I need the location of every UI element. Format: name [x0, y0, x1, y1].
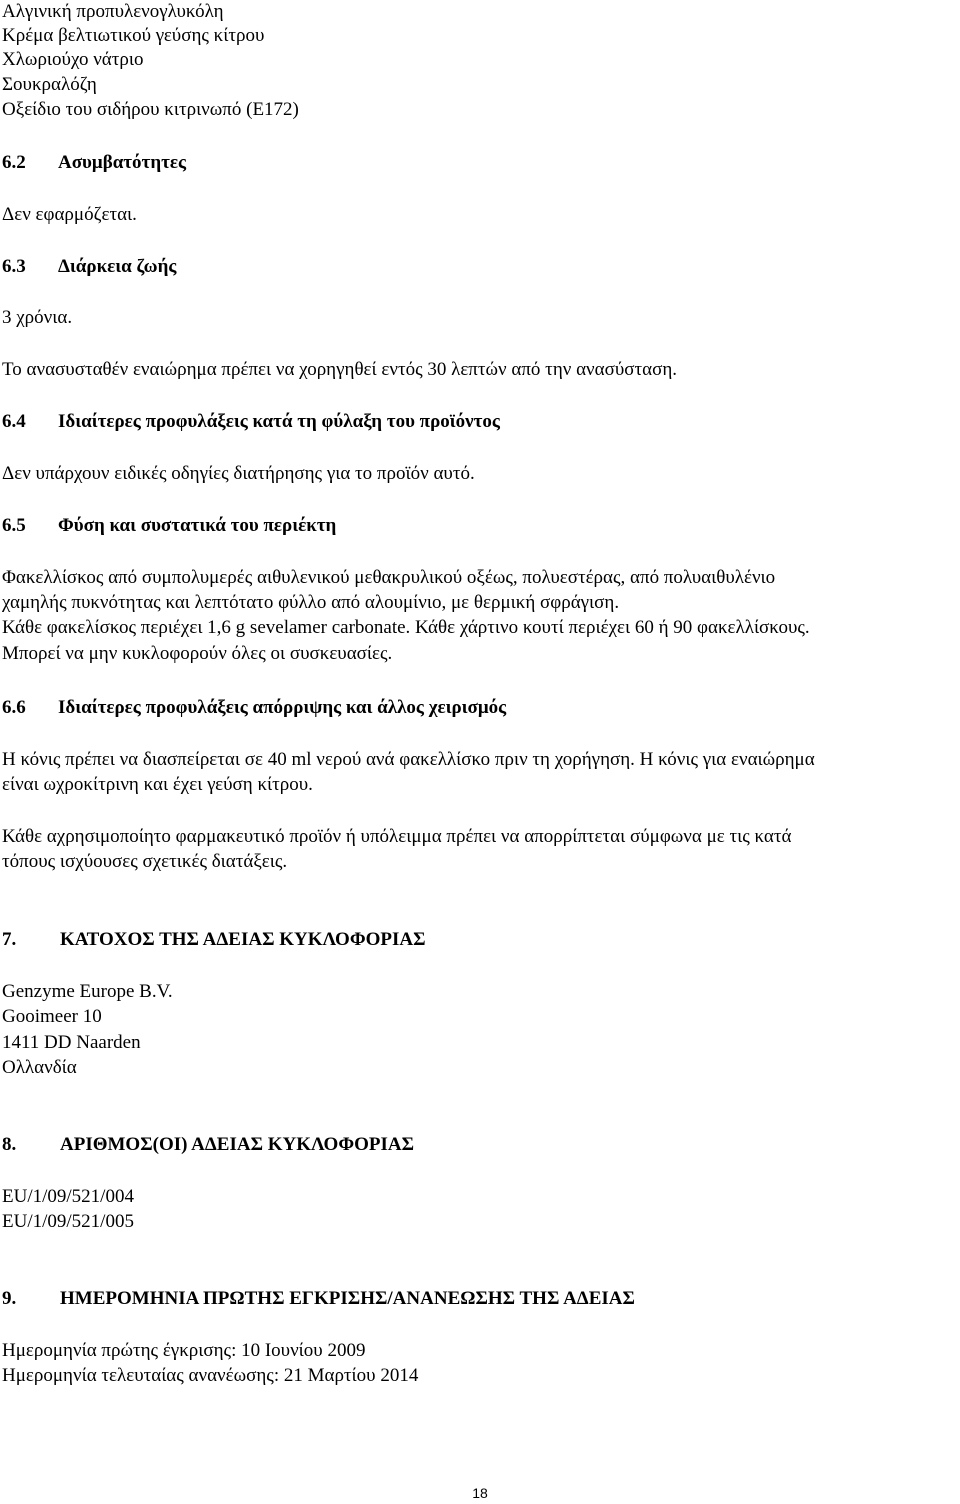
text-6-3-a: 3 χρόνια.	[2, 307, 73, 328]
heading-6-5-number: 6.5	[2, 515, 26, 536]
heading-6-2-title: Ασυμβατότητες	[58, 152, 186, 173]
heading-6-6-number: 6.6	[2, 697, 26, 718]
heading-6-5-title: Φύση και συστατικά του περιέκτη	[58, 515, 337, 536]
heading-6-2	[2, 151, 186, 175]
holder-city: 1411 DD Naarden	[2, 1032, 141, 1053]
text-6-5-line-1: Φακελλίσκος από συμπολυμερές αιθυλενικού μεθακρυλικού οξέως, πολυεστέρας, από πολυαιθυλένιο	[2, 567, 776, 588]
heading-7	[2, 928, 426, 952]
heading-6-5	[2, 514, 336, 538]
text-6-6-line-1: Η κόνις πρέπει να διασπείρεται σε 40 ml νερού ανά φακελλίσκο πριν τη χορήγηση. Η κόνις για εναιώρημα	[2, 749, 815, 770]
renewal-date: Ημερομηνία τελευταίας ανανέωσης: 21 Μαρτίου 2014	[2, 1365, 419, 1386]
ingredient-2: Κρέμα βελτιωτικού γεύσης κίτρου	[2, 25, 265, 46]
page-number: 18	[472, 1485, 488, 1501]
text-6-5-line-4: Μπορεί να μην κυκλοφορούν όλες οι συσκευασίες.	[2, 643, 393, 664]
text-6-5-line-3: Κάθε φακελίσκος περιέχει 1,6 g sevelamer carbonate. Κάθε χάρτινο κουτί περιέχει 60 ή 90 φακελλίσκους.	[2, 617, 810, 638]
heading-7-number: 7.	[2, 929, 17, 950]
heading-9	[2, 1287, 635, 1311]
text-6-6-line-3: Κάθε αχρησιμοποίητο φαρμακευτικό προϊόν ή υπόλειμμα πρέπει να απορρίπτεται σύμφωνα με τις κατά	[2, 826, 792, 847]
heading-9-number: 9.	[2, 1288, 17, 1309]
holder-name: Genzyme Europe B.V.	[2, 981, 173, 1002]
heading-6-3	[2, 255, 176, 279]
text-6-6-line-4: τόπους ισχύουσες σχετικές διατάξεις.	[2, 851, 288, 872]
text-6-3-b: Το ανασυσταθέν εναιώρημα πρέπει να χορηγηθεί εντός 30 λεπτών από την ανασύσταση.	[2, 359, 678, 380]
ingredient-4: Σουκραλόζη	[2, 74, 97, 95]
heading-8-title: ΑΡΙΘΜΟΣ(ΟΙ) ΑΔΕΙΑΣ ΚΥΚΛΟΦΟΡΙΑΣ	[60, 1134, 415, 1155]
text-6-4: Δεν υπάρχουν ειδικές οδηγίες διατήρησης για το προϊόν αυτό.	[2, 463, 475, 484]
heading-6-4-title: Ιδιαίτερες προφυλάξεις κατά τη φύλαξη του προϊόντος	[58, 411, 500, 432]
heading-9-title: ΗΜΕΡΟΜΗΝΙΑ ΠΡΩΤΗΣ ΕΓΚΡΙΣΗΣ/ΑΝΑΝΕΩΣΗΣ ΤΗΣ ΑΔΕΙΑΣ	[60, 1288, 635, 1309]
text-6-5-line-2: χαμηλής πυκνότητας και λεπτότατο φύλλο από αλουμίνιο, με θερμική σφράγιση.	[2, 592, 620, 613]
ingredient-3: Χλωριούχο νάτριο	[2, 49, 144, 70]
heading-8-number: 8.	[2, 1134, 17, 1155]
heading-6-4-number: 6.4	[2, 411, 26, 432]
heading-6-6-title: Ιδιαίτερες προφυλάξεις απόρριψης και άλλος χειρισμός	[58, 697, 507, 718]
heading-6-6	[2, 696, 506, 720]
authorisation-number-1: EU/1/09/521/004	[2, 1186, 134, 1207]
ingredient-5: Οξείδιο του σιδήρου κιτρινωπό (E172)	[2, 99, 299, 120]
heading-6-2-number: 6.2	[2, 152, 26, 173]
authorisation-number-2: EU/1/09/521/005	[2, 1211, 134, 1232]
holder-street: Gooimeer 10	[2, 1006, 102, 1027]
ingredient-1: Αλγινική προπυλενογλυκόλη	[2, 1, 224, 22]
text-6-2: Δεν εφαρμόζεται.	[2, 204, 137, 225]
first-authorisation-date: Ημερομηνία πρώτης έγκρισης: 10 Ιουνίου 2009	[2, 1340, 366, 1361]
heading-8	[2, 1133, 414, 1157]
heading-6-4	[2, 410, 500, 434]
text-6-6-line-2: είναι ωχροκίτρινη και έχει γεύση κίτρου.	[2, 774, 313, 795]
holder-country: Ολλανδία	[2, 1057, 77, 1078]
heading-6-3-number: 6.3	[2, 256, 26, 277]
heading-6-3-title: Διάρκεια ζωής	[58, 256, 177, 277]
heading-7-title: ΚΑΤΟΧΟΣ ΤΗΣ ΑΔΕΙΑΣ ΚΥΚΛΟΦΟΡΙΑΣ	[60, 929, 426, 950]
